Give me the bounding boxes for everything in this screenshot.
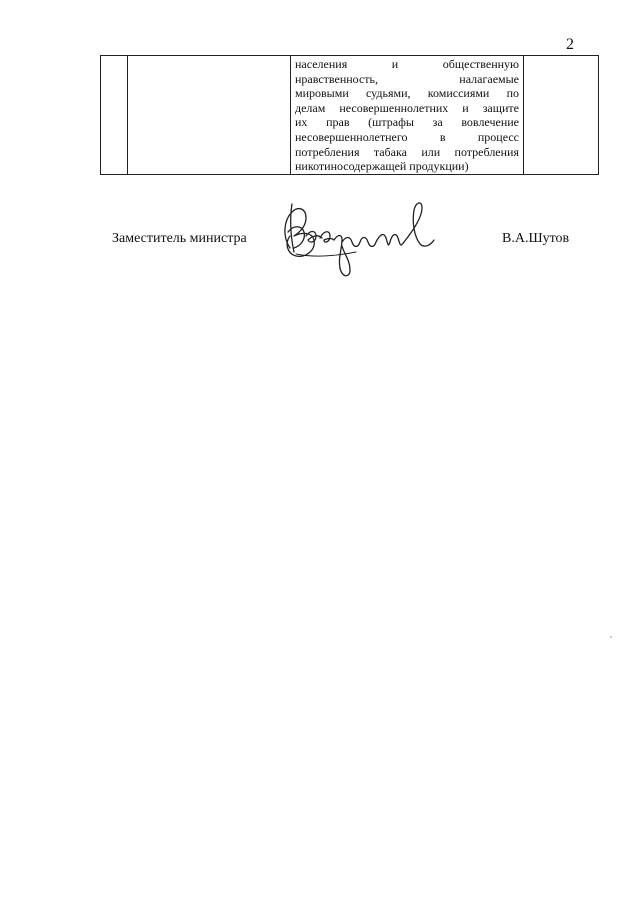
table-cell-number <box>101 56 128 175</box>
description-line: потребления табака или потребления <box>295 144 519 159</box>
signer-name: В.А.Шутов <box>502 231 570 246</box>
description-line: нравственность, налагаемые <box>295 71 519 86</box>
description-line: несовершеннолетнего в процесс <box>295 129 519 144</box>
signer-title: Заместитель министра <box>112 231 247 246</box>
description-line: никотиносодержащей продукции) <box>295 159 469 174</box>
table-cell-code <box>128 56 291 175</box>
description-line: мировыми судьями, комиссиями по <box>295 86 519 101</box>
description-line: населения и общественную <box>295 57 519 71</box>
table-cell-description <box>291 56 524 175</box>
description-line: их прав (штрафы за вовлечение <box>295 115 519 130</box>
handwritten-signature <box>276 196 440 286</box>
document-table <box>100 55 599 175</box>
description-line: делам несовершеннолетних и защите <box>295 100 519 115</box>
page-number: 2 <box>566 36 574 53</box>
table-cell-amount <box>524 56 599 175</box>
table-row <box>101 56 599 175</box>
scan-artifact-dot <box>610 636 612 638</box>
